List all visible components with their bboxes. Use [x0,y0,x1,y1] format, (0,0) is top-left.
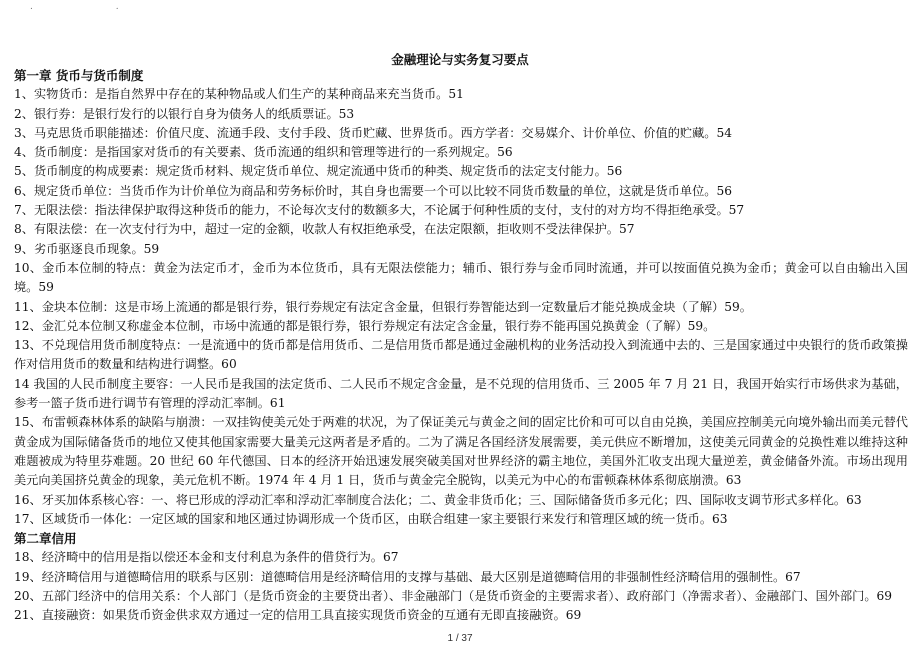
list-item: 21、直接融资：如果货币资金供求双方通过一定的信用工具直接实现货币资金的互通有无即直接融资。69 [14,608,582,623]
list-item: 15、布雷顿森林体系的缺陷与崩溃：一双挂钩使美元处于两难的状况，为了保证美元与黄金之间的固定比价和可可以自由兑换，美国应控制美元向境外输出而美元替代黄金成为国际储备货币的地位又使其他国家需要大量美元这两者是矛盾的。二为了满足各国经济发展需要，美元供应不断增加，这使美元同黄金的兑换性难以维持这种难题被成为特里芬难题。20 世纪 60 年代德国、日本的经济开始迅速发展突破美国对世界经济的霸主地位，美国外汇收支出现大量逆差，黄金储备外流。市场出现用美元向美国挤兑黄金的现象，美元危机不断。1974 年 4 月 1 日，货币与黄金完全脱钩，以美元为中心的布雷顿森林体系彻底崩溃。63 [14,415,908,488]
list-item: 17、区域货币一体化：一定区域的国家和地区通过协调形成一个货币区，由联合组建一家主要银行来发行和管理区域的统一货币。63 [14,511,728,526]
list-item: 16、牙买加体系核心容：一、将已形成的浮动汇率和浮动汇率制度合法化；二、黄金非货币化；三、国际储备货币多元化；四、国际收支调节形式多样化。63 [14,492,862,507]
top-marks: . . [30,2,159,12]
list-item: 3、马克思货币职能描述：价值尺度、流通手段、支付手段、货币贮藏、世界货币。西方学者：交易媒介、计价单位、价值的贮藏。54 [14,125,732,140]
page-number: 1 / 37 [447,633,473,644]
list-item: 20、五部门经济中的信用关系：个人部门（是货币资金的主要贷出者）、非金融部门（是货币资金的主要需求者）、政府部门（净需求者）、金融部门、国外部门。69 [14,589,893,604]
list-item: 11、金块本位制：这是市场上流通的都是银行券，银行券规定有法定含金量，但银行券智能达到一定数量后才能兑换成金块（了解）59。 [14,299,752,314]
list-item: 19、经济畸信用与道德畸信用的联系与区别：道德畸信用是经济畸信用的支撑与基础、最大区别是道德畸信用的非强制性经济畸信用的强制性。67 [14,569,801,584]
list-item: 18、经济畸中的信用是指以偿还本金和支付利息为条件的借贷行为。67 [14,550,399,565]
list-item: 13、不兑现信用货币制度特点：一是流通中的货币都是信用货币、二是信用货币都是通过金融机构的业务活动投入到流通中去的、三是国家通过中央银行的货币政策操作对信用货币的数量和结构进行调整。60 [14,338,908,372]
list-item: 8、有限法偿：在一次支付行为中，超过一定的金额，收款人有权拒绝承受，在法定限额，拒收则不受法律保护。57 [14,222,635,237]
chapter-2-heading: 第二章信用 [14,531,77,547]
list-item: 5、货币制度的构成要素：规定货币材料、规定货币单位、规定流通中货币的种类、规定货币的法定支付能力。56 [14,164,623,179]
list-item: 7、无限法偿：指法律保护取得这种货币的能力，不论每次支付的数额多大，不论属于何种性质的支付，支付的对方均不得拒绝承受。57 [14,203,745,218]
list-item: 6、规定货币单位：当货币作为计价单位为商品和劳务标价时，其自身也需要一个可以比较不同货币数量的单位，这就是货币单位。56 [14,183,732,198]
document-title: 金融理论与实务复习要点 [391,52,529,67]
list-item: 10、金币本位制的特点：黄金为法定币才，金币为本位货币，具有无限法偿能力；辅币、银行券与金币同时流通，并可以按面值兑换为金币；黄金可以自由输出入国境。59 [14,260,908,295]
list-item: 14 我国的人民币制度主要容：一人民币是我国的法定货币、二人民币不规定含金量，是不兑现的信用货币、三 2005 年 7 月 21 日，我国开始实行市场供求为基础，参考一篮子货币进行调节有管理的浮动汇率制。61 [14,376,908,411]
list-item: 9、劣币驱逐良币现象。59 [14,241,160,256]
list-item: 1、实物货币：是指自然界中存在的某种物品或人们生产的某种商品来充当货币。51 [14,87,464,102]
list-item: 2、银行券：是银行发行的以银行自身为债务人的纸质票证。53 [14,106,355,121]
chapter-1-heading: 第一章 货币与货币制度 [14,68,144,83]
list-item: 12、金汇兑本位制又称虚金本位制，市场中流通的都是银行券，银行券规定有法定含金量，银行券不能再国兑换黄金（了解）59。 [14,318,716,333]
document-body [14,66,908,626]
list-item: 4、货币制度：是指国家对货币的有关要素、货币流通的组织和管理等进行的一系列规定。56 [14,145,513,160]
